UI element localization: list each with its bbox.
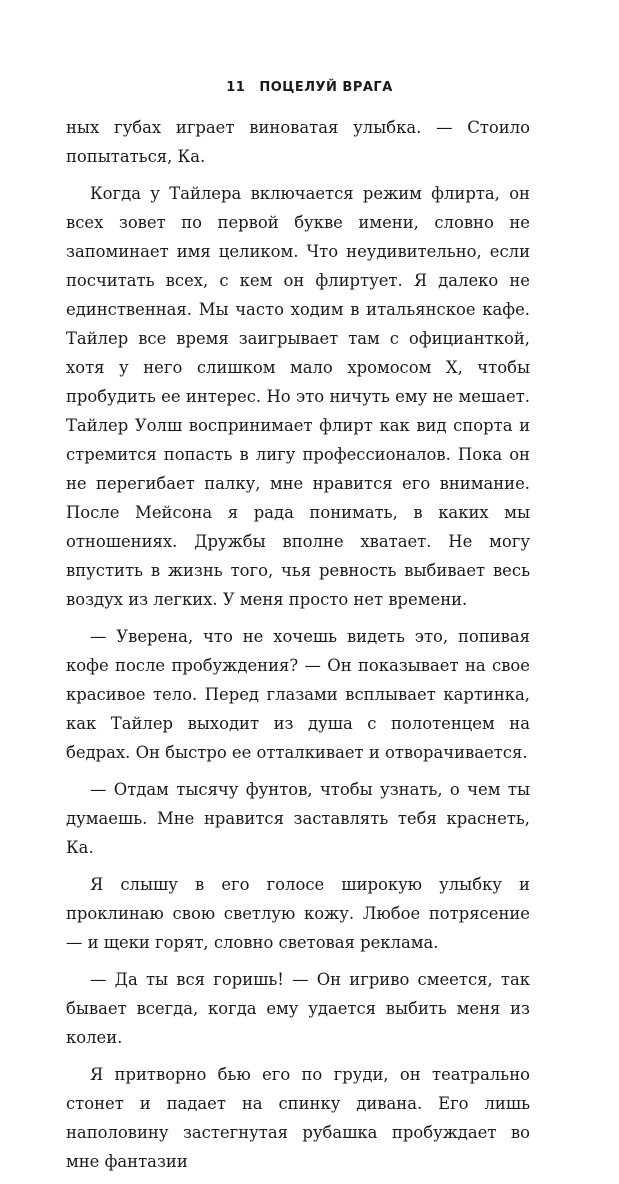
paragraph: — Да ты вся горишь! — Он игриво смеется, так бывает всегда, когда ему удается выбить меня из колеи. xyxy=(66,970,530,1047)
paragraph: — Уверена, что не хочешь видеть это, попивая кофе после пробуждения? — Он показывает на свое красивое тело. Перед глазами всплывает картинка, как Тайлер выходит из душа с полотенцем на бедрах. Он быстро ее отталкивает и отворачивается. xyxy=(66,627,530,762)
paragraph: Я слышу в его голосе широкую улыбку и проклинаю свою светлую кожу. Любое потрясение — и щеки горят, словно световая реклама. xyxy=(66,875,530,952)
paragraph: — Отдам тысячу фунтов, чтобы узнать, о чем ты думаешь. Мне нравится заставлять тебя краснеть, Ка. xyxy=(66,780,530,857)
page-number: 11 xyxy=(226,80,246,95)
paragraph: Когда у Тайлера включается режим флирта, он всех зовет по первой букве имени, словно не запоминает имя целиком. Что неудивительно, если посчитать всех, с кем он флиртует. Я далеко не единственная. Мы часто ходим в итальянское кафе. Тайлер все время заигрывает там с официанткой, хотя у него слишком мало хромосом Х, чтобы пробудить ее интерес. Но это ничуть ему не мешает. Тайлер Уолш воспринимает флирт как вид спорта и стремится попасть в лигу профессионалов. Пока он не перегибает палку, мне нравится его внимание. После Мейсона я рада понимать, в каких мы отношениях. Дружбы вполне хватает. Не могу впустить в жизнь того, чья ревность выбивает весь воздух из легких. У меня просто нет времени. xyxy=(66,184,530,609)
paragraph: Я притворно бью его по груди, он театрально стонет и падает на спинку дивана. Его лишь наполовину застегнутая рубашка пробуждает во мне фантазии xyxy=(66,1065,530,1171)
chapter-title: ПОЦЕЛУЙ ВРАГА xyxy=(259,80,393,95)
running-head xyxy=(0,80,619,95)
body-text xyxy=(66,113,530,1184)
paragraph: ных губах играет виноватая улыбка. — Стоило попытаться, Ка. xyxy=(66,118,530,166)
